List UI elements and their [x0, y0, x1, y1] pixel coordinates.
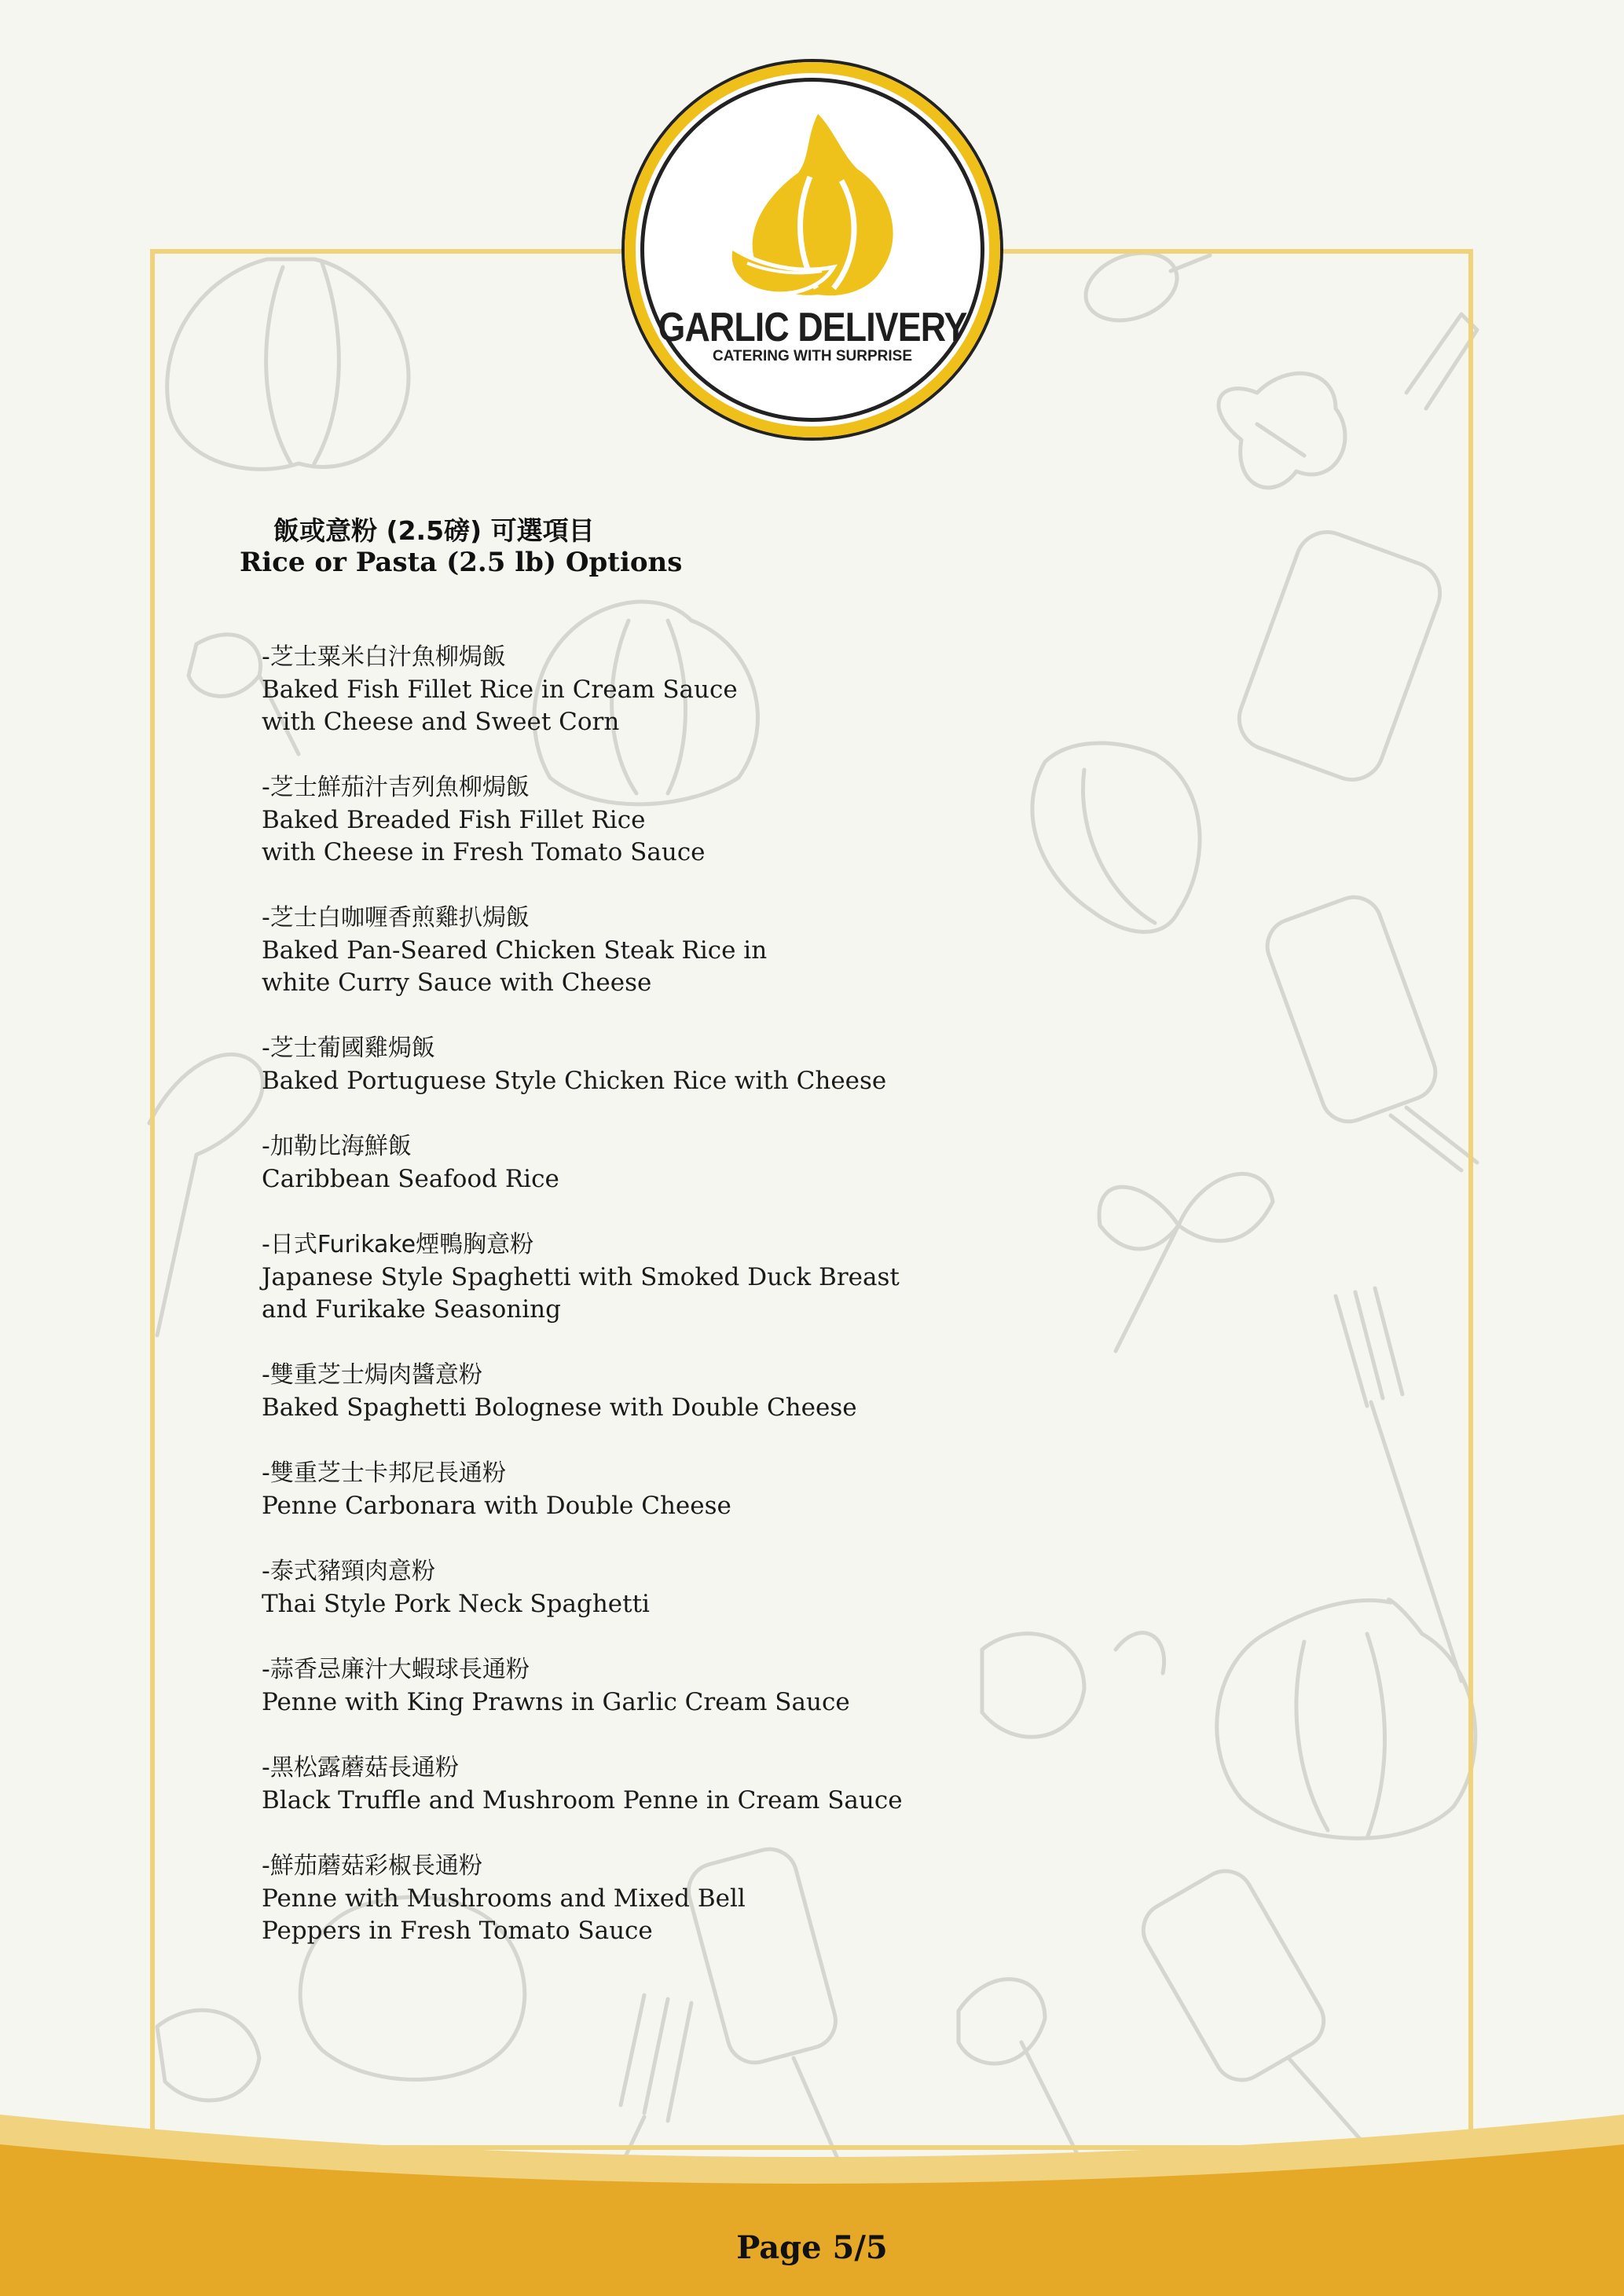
- menu-item-name-en: Black Truffle and Mushroom Penne in Cream Sauce: [262, 1786, 903, 1814]
- menu-item: [262, 1359, 969, 1424]
- menu-item: [262, 1032, 969, 1097]
- menu-item-name-zh: -泰式豬頸肉意粉: [262, 1558, 435, 1585]
- menu-item: [262, 1752, 969, 1817]
- section-heading-en: Rice or Pasta (2.5 lb) Options: [240, 547, 683, 578]
- menu-item-name-zh: -蒜香忌廉汁大蝦球長通粉: [262, 1656, 530, 1683]
- menu-item: [262, 771, 969, 869]
- menu-item-name-zh: -芝士葡國雞焗飯: [262, 1034, 435, 1062]
- menu-item-name-en: Baked Portuguese Style Chicken Rice with Cheese: [262, 1067, 887, 1095]
- menu-item: [262, 1229, 969, 1326]
- menu-item-name-en: Baked Pan-Seared Chicken Steak Rice in white Curry Sauce with Cheese: [262, 936, 768, 997]
- menu-item-name-zh: -日式Furikake煙鴨胸意粉: [262, 1231, 534, 1258]
- menu-item: [262, 902, 969, 999]
- menu-item: [262, 1457, 969, 1522]
- menu-item-name-en: Penne with King Prawns in Garlic Cream Sauce: [262, 1688, 850, 1716]
- garlic-icon: [724, 106, 904, 310]
- menu-item-name-en: Penne with Mushrooms and Mixed Bell Peppers in Fresh Tomato Sauce: [262, 1884, 746, 1945]
- logo-name: GARLIC DELIVERY: [658, 305, 967, 350]
- footer-wave-band: [0, 2105, 1624, 2296]
- menu-item-name-zh: -芝士粟米白汁魚柳焗飯: [262, 643, 506, 671]
- menu-item-name-en: Baked Fish Fillet Rice in Cream Sauce with Cheese and Sweet Corn: [262, 676, 738, 736]
- page-number: Page 5/5: [736, 2229, 888, 2266]
- menu-item-name-en: Baked Spaghetti Bolognese with Double Cheese: [262, 1393, 857, 1422]
- menu-list: [262, 641, 969, 1980]
- menu-item-name-zh: -雙重芝士卡邦尼長通粉: [262, 1459, 506, 1487]
- menu-item: [262, 641, 969, 738]
- menu-item: [262, 1130, 969, 1196]
- section-heading-zh: 飯或意粉 (2.5磅) 可選項目: [273, 515, 595, 546]
- menu-item-name-en: Penne Carbonara with Double Cheese: [262, 1492, 731, 1520]
- logo-tagline: CATERING WITH SURPRISE: [712, 348, 913, 364]
- menu-item-name-zh: -芝士白咖喱香煎雞扒焗飯: [262, 904, 530, 932]
- menu-item-name-zh: -芝士鮮茄汁吉列魚柳焗飯: [262, 774, 530, 801]
- menu-item: [262, 1850, 969, 1947]
- menu-item-name-en: Thai Style Pork Neck Spaghetti: [262, 1590, 650, 1618]
- menu-item-name-en: Japanese Style Spaghetti with Smoked Duck Breast and Furikake Seasoning: [262, 1263, 900, 1324]
- logo-badge: [621, 59, 1003, 441]
- menu-item-name-zh: -鮮茄蘑菇彩椒長通粉: [262, 1852, 482, 1880]
- menu-item-name-en: Baked Breaded Fish Fillet Rice with Cheese in Fresh Tomato Sauce: [262, 806, 706, 866]
- menu-item-name-zh: -雙重芝士焗肉醬意粉: [262, 1361, 482, 1389]
- menu-item-name-en: Caribbean Seafood Rice: [262, 1165, 559, 1193]
- menu-item-name-zh: -加勒比海鮮飯: [262, 1133, 412, 1160]
- menu-item: [262, 1653, 969, 1719]
- menu-item-name-zh: -黑松露蘑菇長通粉: [262, 1754, 459, 1782]
- menu-item: [262, 1555, 969, 1620]
